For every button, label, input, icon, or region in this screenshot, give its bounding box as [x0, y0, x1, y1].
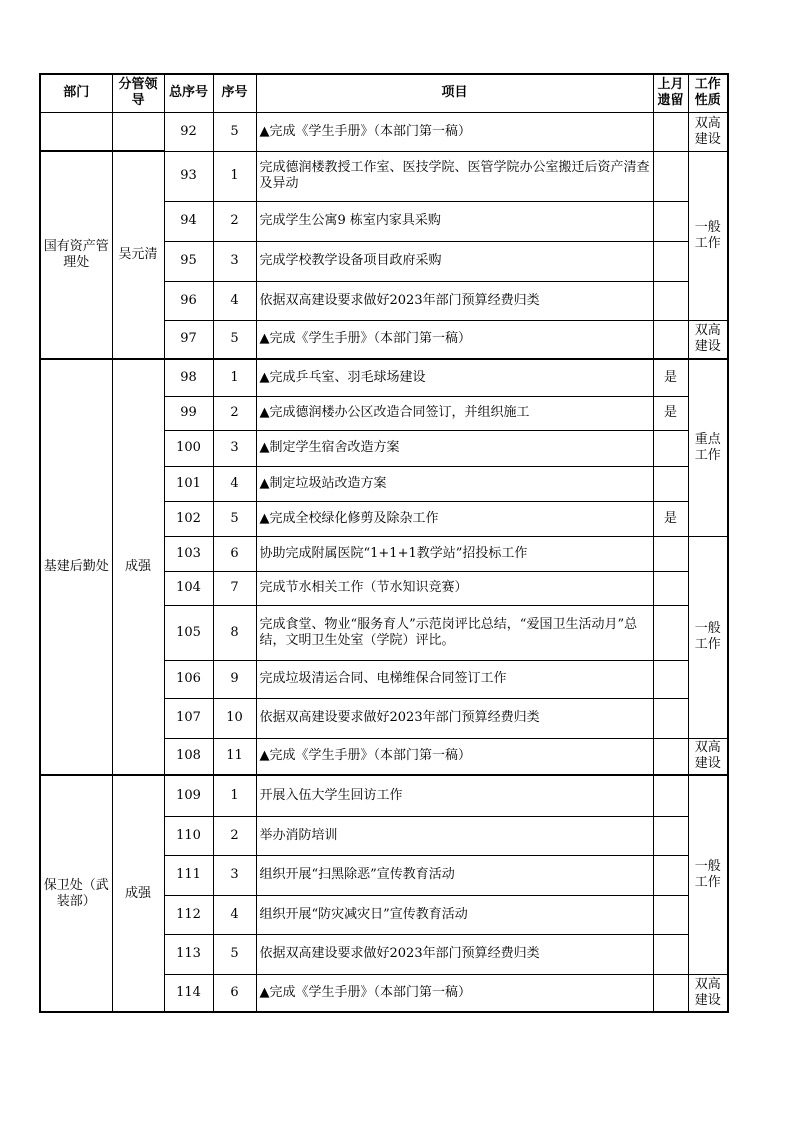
item-cell: 举办消防培训: [256, 816, 653, 855]
total-no-cell: 95: [164, 241, 213, 281]
carry-cell: [653, 241, 688, 281]
total-no-cell: 98: [164, 359, 213, 396]
item-cell: ▲完成《学生手册》（本部门第一稿）: [256, 974, 653, 1012]
total-no-cell: 104: [164, 571, 213, 605]
total-no-cell: 102: [164, 501, 213, 536]
seq-cell: 4: [213, 466, 256, 501]
nature-cell: 一般工作: [688, 151, 728, 320]
carry-cell: [653, 895, 688, 934]
item-cell: ▲完成《学生手册》（本部门第一稿）: [256, 112, 653, 151]
header-nature: 工作性质: [688, 74, 728, 112]
dept-cell: 国有资产管理处: [40, 151, 112, 359]
seq-cell: 2: [213, 201, 256, 241]
seq-cell: 8: [213, 605, 256, 660]
item-cell: 依据双高建设要求做好2023年部门预算经费归类: [256, 281, 653, 320]
carry-cell: [653, 201, 688, 241]
item-cell: 开展入伍大学生回访工作: [256, 775, 653, 816]
item-cell: ▲完成全校绿化修剪及除杂工作: [256, 501, 653, 536]
seq-cell: 9: [213, 660, 256, 698]
seq-cell: 3: [213, 430, 256, 466]
seq-cell: 7: [213, 571, 256, 605]
item-cell: 完成垃圾清运合同、电梯维保合同签订工作: [256, 660, 653, 698]
total-no-cell: 101: [164, 466, 213, 501]
carry-cell: [653, 660, 688, 698]
item-cell: 完成学校教学设备项目政府采购: [256, 241, 653, 281]
nature-cell: 一般工作: [688, 775, 728, 974]
seq-cell: 5: [213, 320, 256, 359]
table-row: [40, 775, 728, 816]
seq-cell: 4: [213, 281, 256, 320]
seq-cell: 6: [213, 536, 256, 571]
nature-cell: 一般工作: [688, 536, 728, 738]
total-no-cell: 114: [164, 974, 213, 1012]
total-no-cell: 106: [164, 660, 213, 698]
carry-cell: [653, 430, 688, 466]
nature-cell: 双高建设: [688, 738, 728, 775]
carry-cell: [653, 281, 688, 320]
carry-cell: [653, 974, 688, 1012]
item-cell: ▲完成《学生手册》（本部门第一稿）: [256, 320, 653, 359]
total-no-cell: 113: [164, 934, 213, 974]
seq-cell: 4: [213, 895, 256, 934]
seq-cell: 1: [213, 151, 256, 201]
carry-cell: [653, 738, 688, 775]
header-total-no: 总序号: [164, 74, 213, 112]
nature-cell: 双高建设: [688, 112, 728, 151]
total-no-cell: 99: [164, 396, 213, 430]
nature-cell: 双高建设: [688, 320, 728, 359]
total-no-cell: 93: [164, 151, 213, 201]
total-no-cell: 112: [164, 895, 213, 934]
total-no-cell: 109: [164, 775, 213, 816]
seq-cell: 5: [213, 112, 256, 151]
header-leader: 分管领导: [112, 74, 164, 112]
seq-cell: 1: [213, 775, 256, 816]
nature-cell: 重点工作: [688, 359, 728, 536]
dept-cell: 保卫处（武装部）: [40, 775, 112, 1012]
carry-cell: 是: [653, 359, 688, 396]
carry-cell: [653, 466, 688, 501]
carry-cell: 是: [653, 501, 688, 536]
nature-cell: 双高建设: [688, 974, 728, 1012]
total-no-cell: 97: [164, 320, 213, 359]
carry-cell: [653, 934, 688, 974]
total-no-cell: 100: [164, 430, 213, 466]
carry-cell: [653, 112, 688, 151]
dept-cell: 基建后勤处: [40, 359, 112, 775]
total-no-cell: 96: [164, 281, 213, 320]
table-row: [40, 359, 728, 396]
item-cell: ▲完成《学生手册》（本部门第一稿）: [256, 738, 653, 775]
total-no-cell: 103: [164, 536, 213, 571]
total-no-cell: 111: [164, 855, 213, 895]
carry-cell: 是: [653, 396, 688, 430]
total-no-cell: 92: [164, 112, 213, 151]
seq-cell: 1: [213, 359, 256, 396]
leader-cell: 成强: [112, 775, 164, 1012]
total-no-cell: 94: [164, 201, 213, 241]
carry-cell: [653, 605, 688, 660]
total-no-cell: 108: [164, 738, 213, 775]
header-row: [40, 74, 728, 112]
item-cell: ▲制定学生宿舍改造方案: [256, 430, 653, 466]
header-dept: 部门: [40, 74, 112, 112]
item-cell: 组织开展“防灾减灾日”宣传教育活动: [256, 895, 653, 934]
carry-cell: [653, 775, 688, 816]
item-cell: 完成节水相关工作（节水知识竞赛）: [256, 571, 653, 605]
table-row: [40, 112, 728, 151]
seq-cell: 5: [213, 934, 256, 974]
total-no-cell: 107: [164, 698, 213, 738]
header-item: 项目: [256, 74, 653, 112]
leader-cell: 吴元清: [112, 151, 164, 359]
seq-cell: 2: [213, 816, 256, 855]
item-cell: 完成学生公寓9 栋室内家具采购: [256, 201, 653, 241]
item-cell: 完成食堂、物业“服务育人”示范岗评比总结，“爱国卫生活动月”总结，文明卫生处室（学院）评比。: [256, 605, 653, 660]
seq-cell: 2: [213, 396, 256, 430]
carry-cell: [653, 571, 688, 605]
item-cell: ▲制定垃圾站改造方案: [256, 466, 653, 501]
seq-cell: 3: [213, 855, 256, 895]
carry-cell: [653, 151, 688, 201]
item-cell: 协助完成附属医院“1+1+1教学站”招投标工作: [256, 536, 653, 571]
work-plan-table: [39, 73, 729, 1013]
leader-cell: 成强: [112, 359, 164, 775]
item-cell: ▲完成乒乓室、羽毛球场建设: [256, 359, 653, 396]
carry-cell: [653, 536, 688, 571]
header-seq: 序号: [213, 74, 256, 112]
item-cell: 依据双高建设要求做好2023年部门预算经费归类: [256, 698, 653, 738]
dept-cell: [40, 112, 112, 151]
carry-cell: [653, 698, 688, 738]
table-row: [40, 151, 728, 201]
seq-cell: 5: [213, 501, 256, 536]
carry-cell: [653, 816, 688, 855]
item-cell: ▲完成德润楼办公区改造合同签订，并组织施工: [256, 396, 653, 430]
total-no-cell: 105: [164, 605, 213, 660]
seq-cell: 11: [213, 738, 256, 775]
carry-cell: [653, 855, 688, 895]
seq-cell: 10: [213, 698, 256, 738]
item-cell: 完成德润楼教授工作室、医技学院、医管学院办公室搬迁后资产清查及异动: [256, 151, 653, 201]
item-cell: 组织开展“扫黑除恶”宣传教育活动: [256, 855, 653, 895]
carry-cell: [653, 320, 688, 359]
header-carry: 上月遗留: [653, 74, 688, 112]
leader-cell: [112, 112, 164, 151]
seq-cell: 3: [213, 241, 256, 281]
item-cell: 依据双高建设要求做好2023年部门预算经费归类: [256, 934, 653, 974]
total-no-cell: 110: [164, 816, 213, 855]
seq-cell: 6: [213, 974, 256, 1012]
